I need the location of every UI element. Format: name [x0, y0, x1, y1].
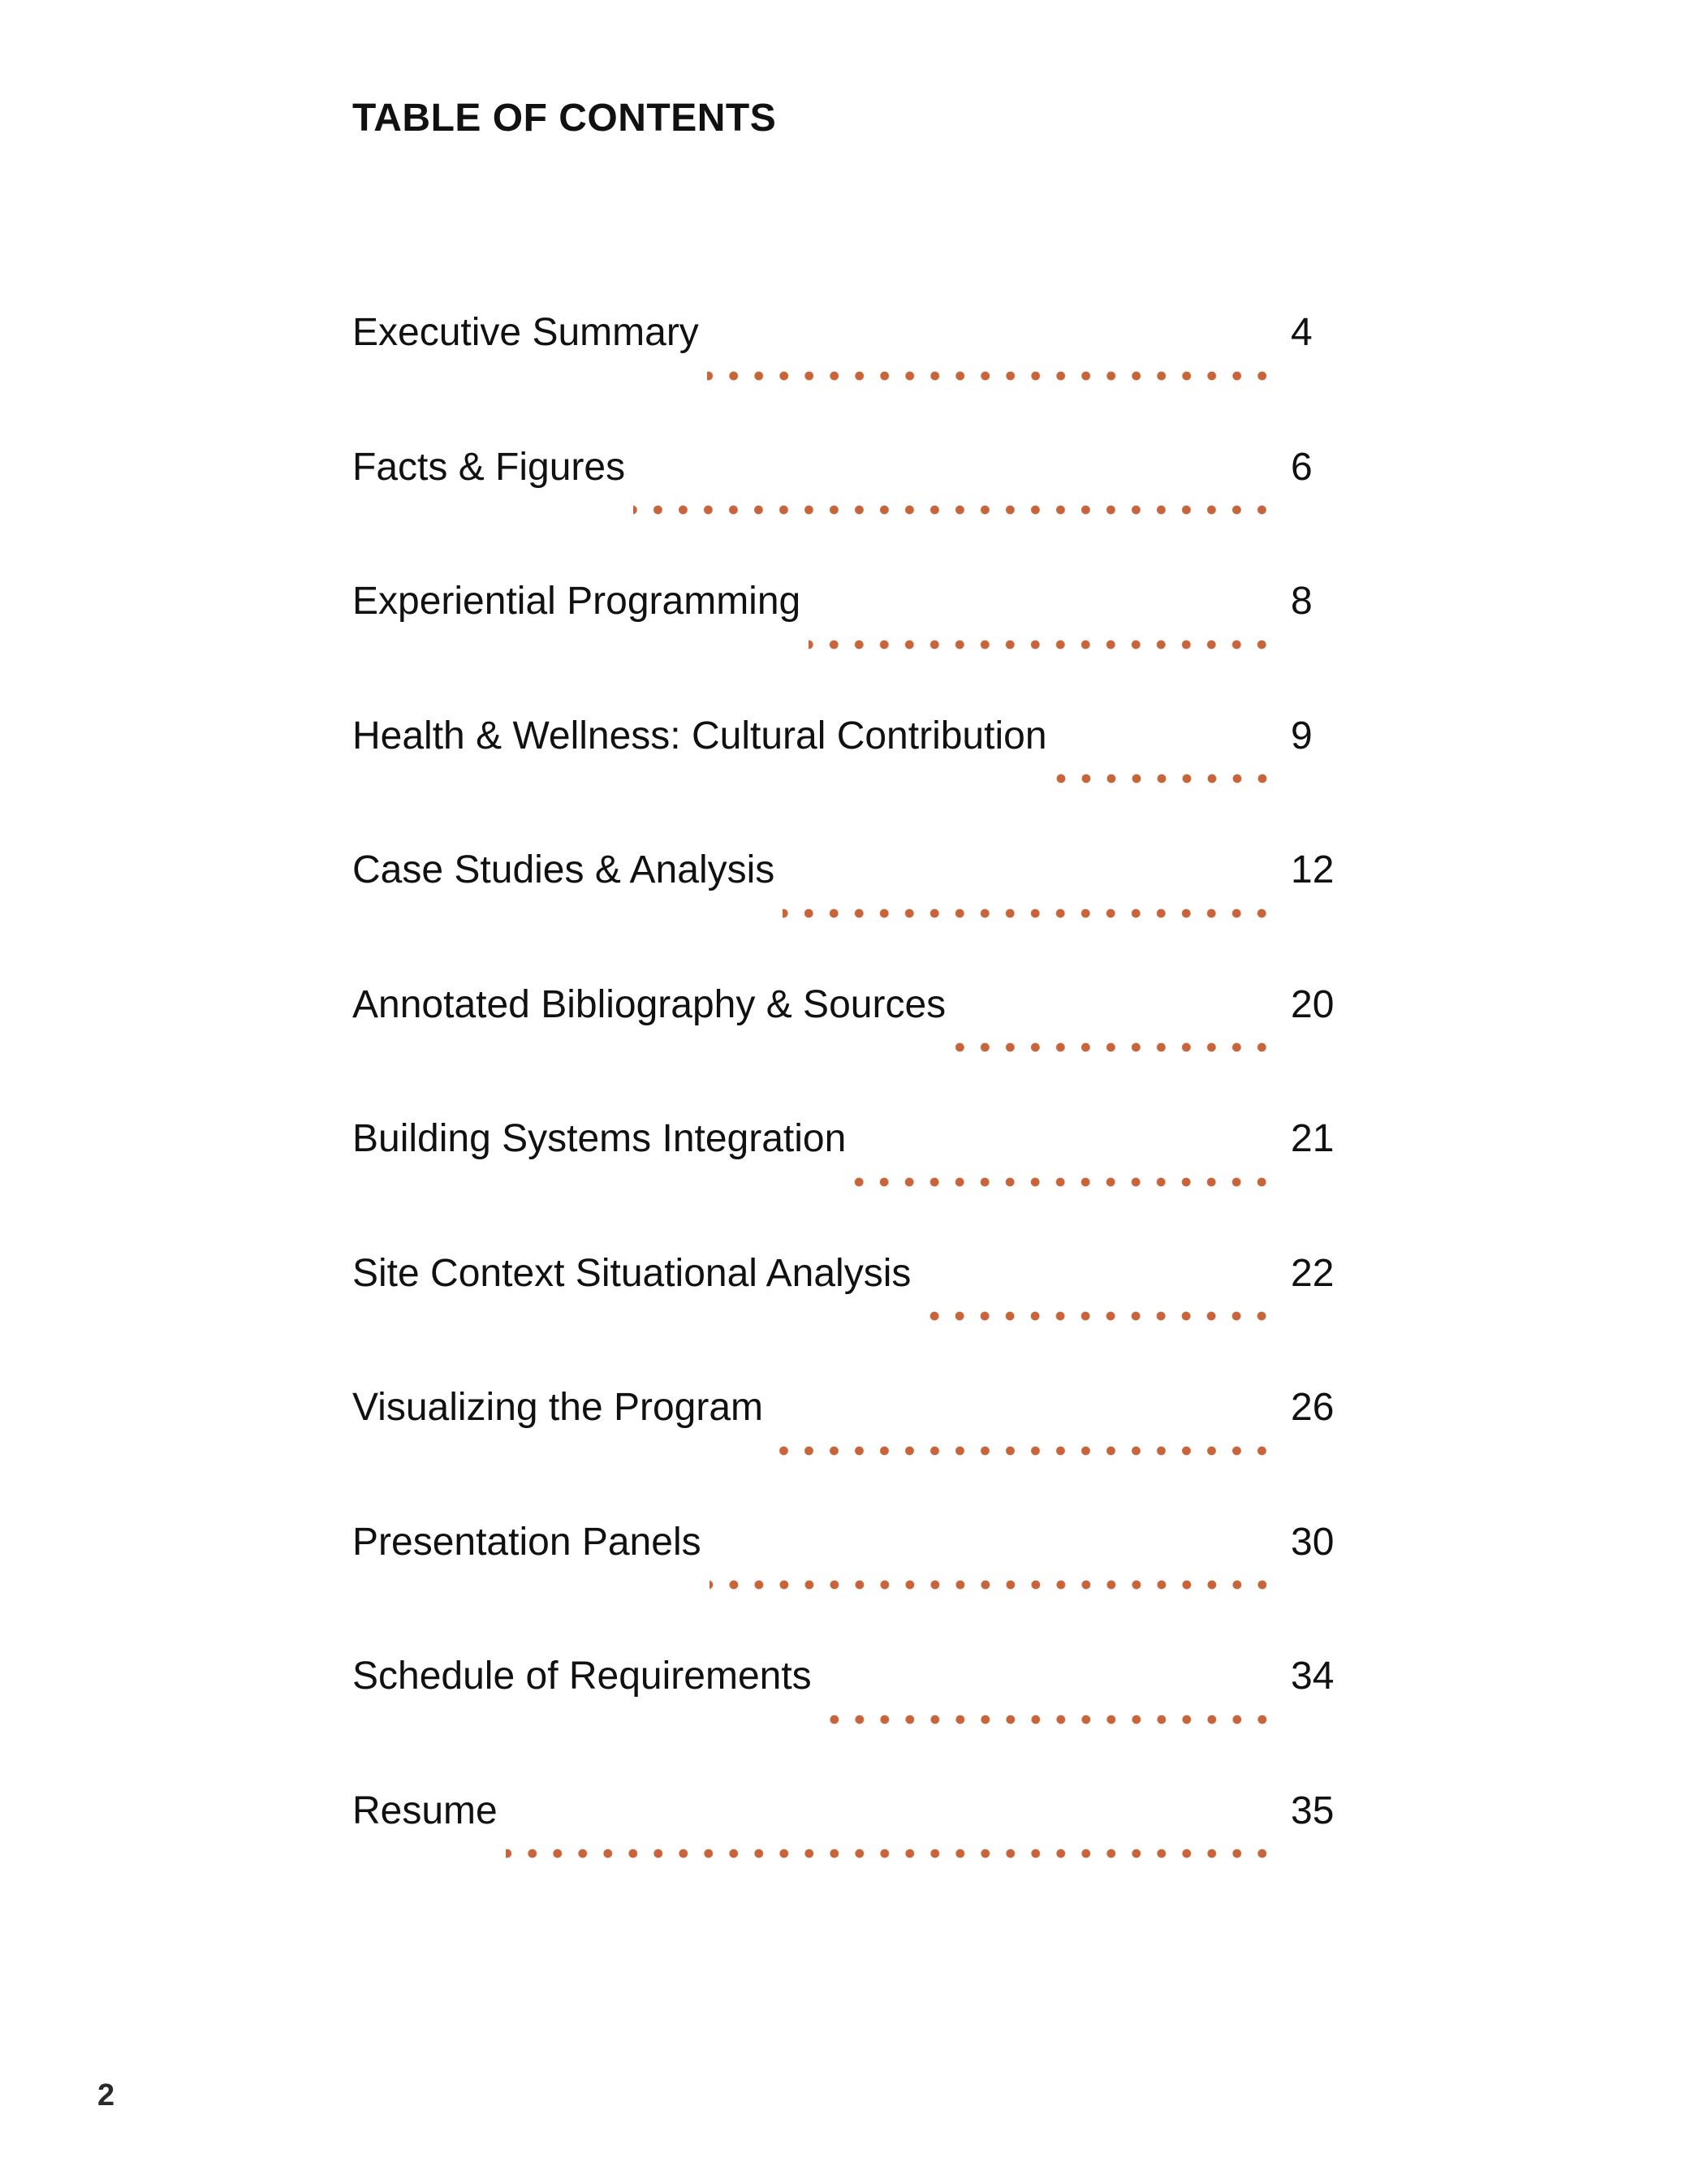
dot-leader: [820, 1715, 1275, 1724]
toc-entry-page-number: 22: [1291, 1251, 1335, 1295]
dot-leader: [954, 1042, 1275, 1052]
toc-entry-facts-figures[interactable]: [352, 435, 1343, 570]
dot-leader: [919, 1311, 1275, 1321]
toc-entry-title: Executive Summary: [352, 311, 699, 354]
dot-leader: [506, 1849, 1275, 1858]
toc-entry-experiential-programming[interactable]: [352, 569, 1343, 704]
toc-entry-title: Annotated Bibliography & Sources: [352, 982, 947, 1026]
dot-leader: [854, 1177, 1275, 1187]
toc-entry-visualizing-program[interactable]: [352, 1375, 1343, 1510]
toc-entry-site-context[interactable]: [352, 1241, 1343, 1376]
dot-leader: [633, 505, 1275, 515]
toc-entry-title: Resume: [352, 1789, 498, 1832]
dot-leader: [707, 371, 1275, 381]
toc-entry-page-number: 35: [1291, 1789, 1335, 1832]
toc-entry-page-number: 34: [1291, 1655, 1335, 1698]
toc-entry-title: Site Context Situational Analysis: [352, 1251, 912, 1295]
dot-leader: [783, 908, 1275, 918]
toc-entry-page-number: 8: [1291, 580, 1313, 623]
toc-entry-resume[interactable]: [352, 1779, 1343, 1914]
dot-leader: [1055, 774, 1275, 783]
toc-entry-title: Schedule of Requirements: [352, 1655, 812, 1698]
toc-list: [352, 300, 1343, 1913]
toc-entry-health-wellness[interactable]: [352, 704, 1343, 839]
toc-entry-page-number: 6: [1291, 445, 1313, 489]
toc-entry-page-number: 20: [1291, 982, 1335, 1026]
toc-entry-title: Visualizing the Program: [352, 1386, 764, 1429]
toc-entry-title: Facts & Figures: [352, 445, 626, 489]
toc-entry-title: Building Systems Integration: [352, 1117, 847, 1160]
toc-entry-annotated-bibliography[interactable]: [352, 973, 1343, 1107]
toc-heading: TABLE OF CONTENTS: [352, 97, 777, 140]
toc-entry-schedule-requirements[interactable]: [352, 1644, 1343, 1779]
toc-entry-title: Health & Wellness: Cultural Contribution: [352, 714, 1047, 757]
toc-entry-title: Experiential Programming: [352, 580, 801, 623]
dot-leader: [710, 1580, 1275, 1590]
toc-entry-page-number: 21: [1291, 1117, 1335, 1160]
toc-entry-page-number: 26: [1291, 1386, 1335, 1429]
dot-leader: [809, 640, 1275, 649]
toc-entry-case-studies[interactable]: [352, 838, 1343, 973]
dot-leader: [771, 1446, 1275, 1456]
toc-entry-page-number: 12: [1291, 848, 1335, 891]
toc-entry-building-systems[interactable]: [352, 1107, 1343, 1241]
toc-entry-title: Case Studies & Analysis: [352, 848, 775, 891]
toc-entry-executive-summary[interactable]: [352, 300, 1343, 435]
toc-entry-title: Presentation Panels: [352, 1520, 701, 1564]
toc-entry-page-number: 4: [1291, 311, 1313, 354]
toc-entry-page-number: 9: [1291, 714, 1313, 757]
toc-entry-page-number: 30: [1291, 1520, 1335, 1564]
toc-entry-presentation-panels[interactable]: [352, 1510, 1343, 1645]
page-number: 2: [97, 2078, 115, 2112]
